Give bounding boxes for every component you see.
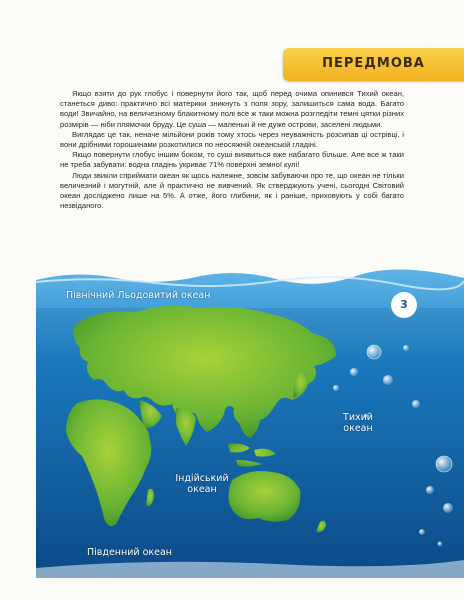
- bubble: [403, 345, 409, 351]
- bubble: [412, 400, 420, 408]
- bubble: [419, 529, 425, 535]
- bubble: [438, 542, 443, 547]
- section-title: ПЕРЕДМОВА: [322, 56, 425, 71]
- bubble: [333, 385, 339, 391]
- bubble: [426, 486, 434, 494]
- indian-label-line-1: Індійський: [175, 473, 229, 484]
- paragraph-2: Виглядає це так, неначе мільйони років тому хтось через неуважність розсипав ці острівці, і вони дрібними горошинами розкотилися по неосяжній океанській гладіні.: [60, 129, 404, 150]
- indian-label-line-2: океан: [187, 484, 217, 495]
- body-text: [60, 89, 404, 211]
- section-header-tab: [283, 48, 464, 81]
- bubble: [367, 345, 381, 359]
- southern-ocean-label: Південний океан: [87, 547, 173, 558]
- pacific-ocean-label: [318, 412, 398, 434]
- paragraph-4: Люди звикли сприймати океан як щось належне, зовсім забуваючи про те, що океан не тільки величезний і могутній, але й практично не вивчений. Як стверджують учені, сьогодні Світовий океан досліджено лише на 5%. А отже, його глибини, як і раніше, приховують у собі багато незвіданого.: [60, 170, 404, 211]
- indian-ocean-label: [150, 473, 254, 495]
- paragraph-3: Якщо повернути глобус іншим боком, то суші виявиться вже набагато більше. Але все ж таки не треба забувати: водна гладінь укриває 71% поверхні земної кулі!: [60, 150, 404, 170]
- bubble: [436, 456, 452, 472]
- pacific-label-line-2: океан: [343, 423, 373, 434]
- pacific-label-line-1: Тихий: [343, 412, 373, 423]
- bubble: [383, 375, 393, 385]
- bubble: [443, 503, 453, 513]
- page-number-badge: 3: [391, 292, 417, 318]
- bubble: [350, 368, 358, 376]
- paragraph-1: Якщо взяти до рук глобус і повернути його так, щоб перед очима опинився Тихий океан, станеться диво: практично всі материки зникнуть з поля зору, залишиться сама вода. Багато води! Звичайно, на величезному блакитному полі все ж таки можна розгледіти темні цятки різних розмірів — ніби плямочки бруду. Це суша — маленькі й не дуже острови, заселені людьми.: [60, 89, 404, 129]
- arctic-ocean-label: Північний Льодовитий океан: [66, 290, 211, 301]
